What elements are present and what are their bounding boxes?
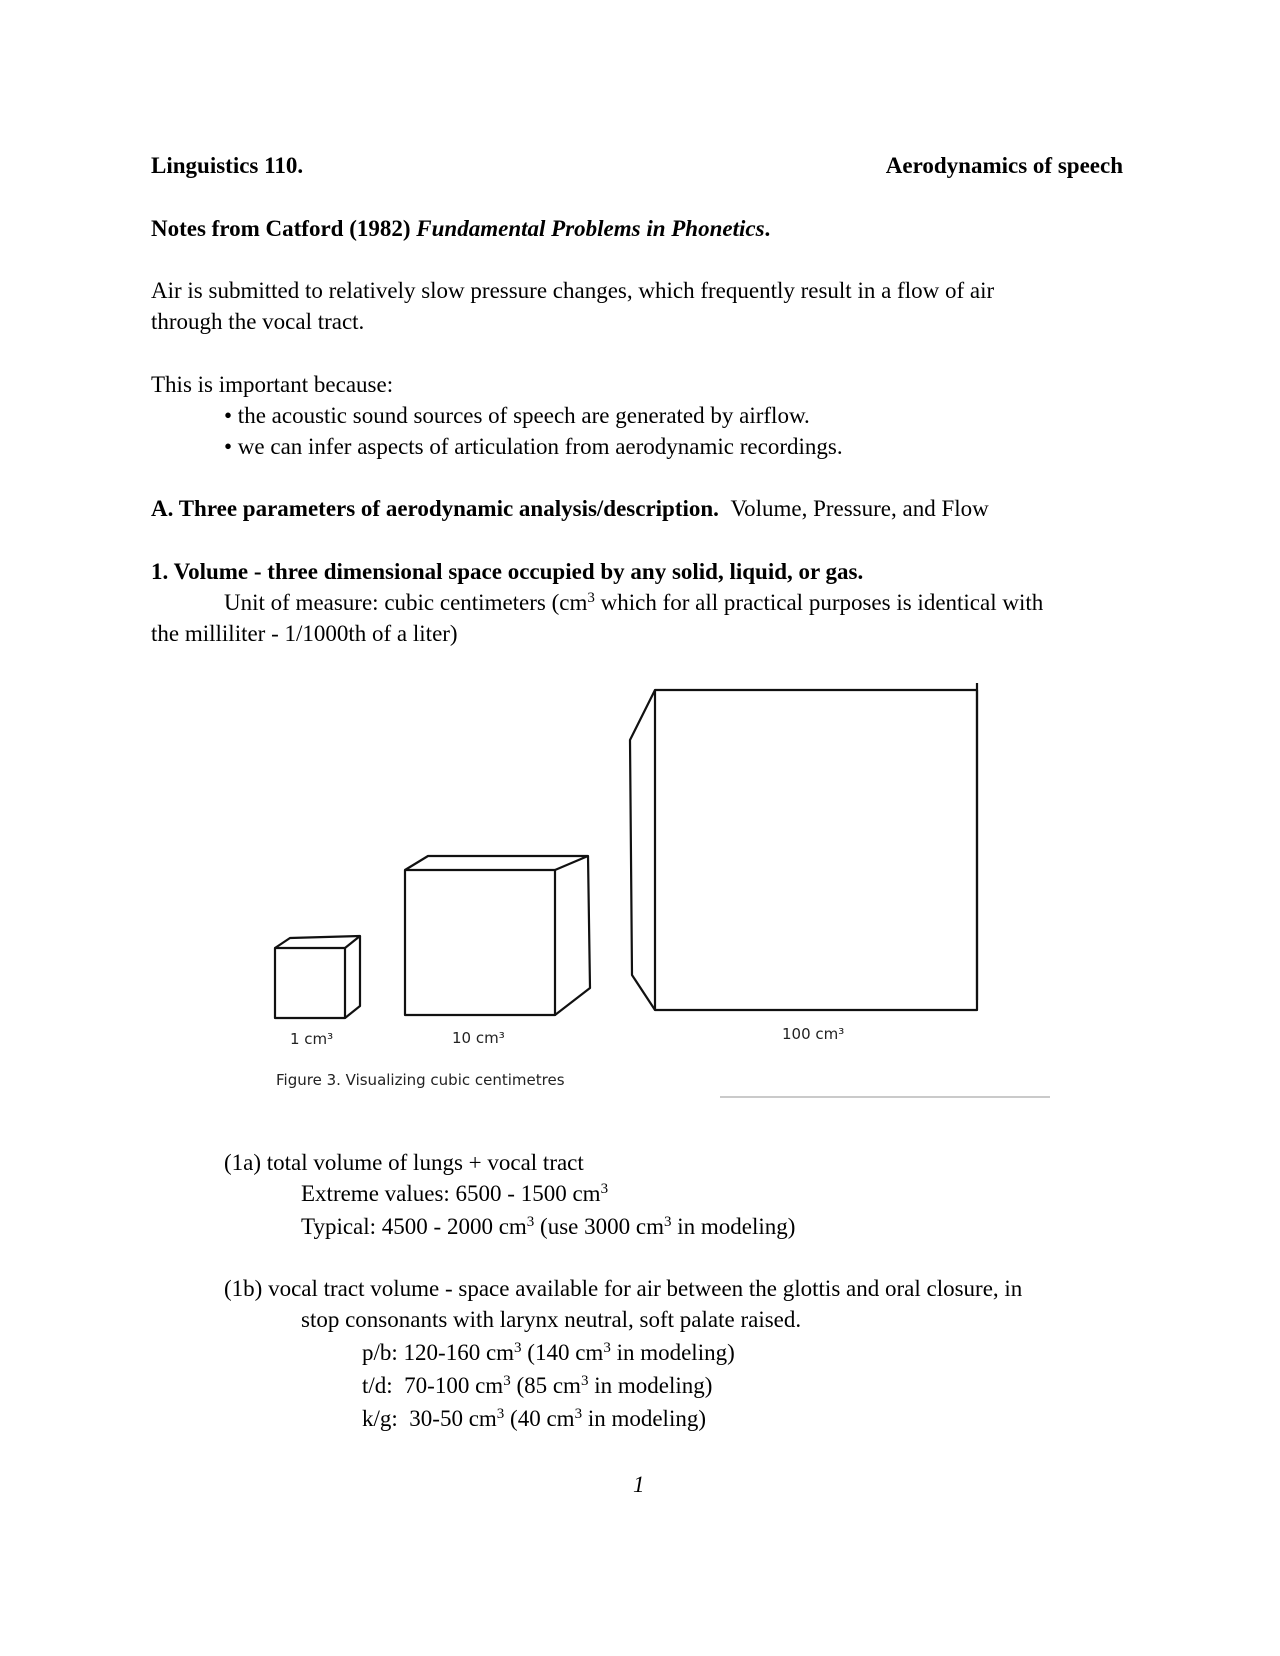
cube-1cm (275, 936, 360, 1018)
section-a-params: Volume, Pressure, and Flow (730, 496, 989, 521)
cube-label: 1 cm³ (290, 1030, 334, 1048)
row-model: (85 cm (510, 1373, 581, 1398)
consonant-row (362, 1337, 735, 1368)
row-suffix: in modeling) (610, 1340, 735, 1365)
typical-values: Typical: 4500 - 2000 cm (301, 1214, 527, 1239)
row-range: k/g: 30-50 cm (362, 1406, 497, 1431)
cube-100cm-front (655, 690, 977, 1010)
cube-1cm-front (275, 948, 345, 1018)
superscript: 3 (526, 1214, 535, 1230)
consonant-row (362, 1370, 712, 1401)
item-1a-title: (1a) total volume of lungs + vocal tract (224, 1150, 584, 1175)
superscript: 3 (587, 590, 595, 606)
importance-lead: This is important because: (151, 372, 394, 397)
volume-heading: 1. Volume - three dimensional space occupied by any solid, liquid, or gas. (151, 559, 864, 584)
row-suffix: in modeling) (588, 1373, 713, 1398)
unit-text: Unit of measure: cubic centimeters (cm (224, 590, 588, 615)
cube-100cm (630, 683, 977, 1010)
cube-label: 10 cm³ (452, 1029, 505, 1047)
extreme-values: Extreme values: 6500 - 1500 cm (301, 1181, 601, 1206)
cube-100cm-side (630, 690, 655, 1010)
intro-line-2: through the vocal tract. (151, 309, 365, 334)
unit-text: which for all practical purposes is identical with (594, 590, 1044, 615)
section-a-heading: A. Three parameters of aerodynamic analysis/description. (151, 496, 719, 521)
cube-10cm-top (405, 856, 588, 870)
page-number: 1 (633, 1472, 645, 1497)
superscript: 3 (580, 1373, 589, 1389)
cube-10cm-front (405, 870, 555, 1015)
consonant-row (362, 1403, 706, 1434)
notes-source-prefix: Notes from Catford (1982) (151, 216, 417, 241)
intro-line-1: Air is submitted to relatively slow pressure changes, which frequently result in a flow of air (151, 278, 995, 303)
item-1a-typical (301, 1211, 795, 1242)
notes-source-book-title: Fundamental Problems in Phonetics (416, 216, 765, 241)
importance-bullet: • we can infer aspects of articulation from aerodynamic recordings. (224, 434, 843, 459)
row-range: p/b: 120-160 cm (362, 1340, 515, 1365)
superscript: 3 (600, 1181, 609, 1197)
cube-1cm-side (345, 936, 360, 1018)
row-model: (140 cm (521, 1340, 604, 1365)
cube-1cm-top (275, 936, 360, 948)
row-model: (40 cm (504, 1406, 575, 1431)
topic-title: Aerodynamics of speech (885, 153, 1123, 178)
superscript: 3 (663, 1214, 672, 1230)
superscript: 3 (514, 1340, 522, 1356)
item-1b-title: (1b) vocal tract volume - space available for air between the glottis and oral closure, in (224, 1276, 1023, 1301)
superscript: 3 (496, 1406, 505, 1422)
cube-10cm-side (555, 856, 590, 1015)
cube-label: 100 cm³ (782, 1025, 845, 1043)
notes-source-suffix: . (764, 216, 771, 241)
superscript: 3 (574, 1406, 583, 1422)
row-range: t/d: 70-100 cm (362, 1373, 504, 1398)
importance-bullet: • the acoustic sound sources of speech are generated by airflow. (224, 403, 810, 428)
superscript: 3 (503, 1373, 511, 1389)
typical-values: (use 3000 cm (534, 1214, 664, 1239)
superscript: 3 (603, 1340, 611, 1356)
typical-values: in modeling) (671, 1214, 796, 1239)
figure-caption: Figure 3. Visualizing cubic centimetres (276, 1071, 565, 1089)
item-1a-extreme (301, 1178, 608, 1209)
course-title: Linguistics 110. (151, 153, 304, 178)
item-1b-title-cont: stop consonants with larynx neutral, soft palate raised. (301, 1307, 802, 1332)
row-suffix: in modeling) (582, 1406, 706, 1431)
volume-unit-line-2: the milliliter - 1/1000th of a liter) (151, 621, 458, 646)
cube-10cm (405, 856, 590, 1015)
